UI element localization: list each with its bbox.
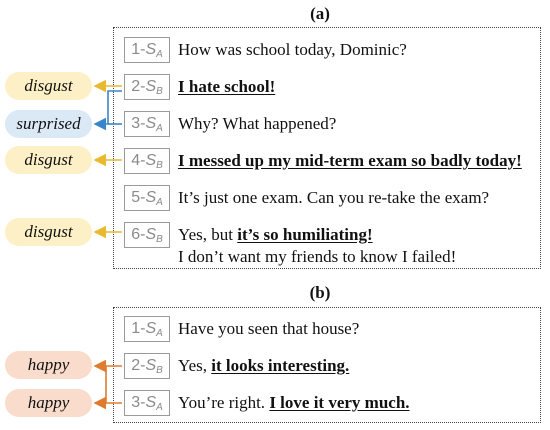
speaker-tag: $2-S_B$ [124, 74, 170, 100]
speaker-tag: $5-S_A$ [124, 185, 170, 211]
emotion-label: surprised [5, 110, 92, 138]
speaker-letter-s: S [145, 41, 157, 58]
emotion-label: happy [5, 351, 92, 379]
utterance: How was school today, Dominic? [178, 40, 407, 59]
speaker-tag: $3-S_A$ [124, 111, 170, 137]
speaker-tag: $1-S_A$ [124, 37, 170, 63]
panel-b-label: (b) [309, 283, 331, 302]
speaker-tag: $3-S_A$ [124, 390, 170, 416]
utterance-line-2: I don’t want my friends to know I failed! [178, 247, 457, 266]
emotion-span: I messed up my mid-term exam so badly today! [178, 151, 522, 170]
utterance: Have you seen that house? [178, 319, 360, 338]
emotion-label: disgust [5, 146, 92, 174]
utterance: It’s just one exam. Can you re-take the exam? [178, 188, 490, 207]
emotion-label: disgust [5, 218, 92, 246]
speaker-tag: $2-S_B$ [124, 353, 170, 379]
speaker-tag: $4-S_B$ [124, 148, 170, 174]
utterance: Why? What happened? [178, 114, 337, 133]
speaker-tag: $1-S_A$ [124, 316, 170, 342]
panel-a-label: (a) [310, 4, 330, 23]
emotion-span: I hate school! [178, 77, 276, 96]
utterance: Yes, it looks interesting. [178, 356, 350, 375]
emotion-label: disgust [5, 72, 92, 100]
emotion-span: I love it very much. [269, 393, 410, 412]
emotion-span: it’s so humiliating! [237, 225, 373, 244]
speaker-tag: $6-S_B$ [124, 222, 170, 248]
arrow-surprised [95, 91, 122, 124]
emotion-label: happy [5, 389, 92, 417]
utterance: Yes, but it’s so humiliating! [178, 225, 373, 244]
utterance: You’re right. I love it very much. [178, 393, 410, 412]
emotion-span: it looks interesting. [211, 356, 350, 375]
